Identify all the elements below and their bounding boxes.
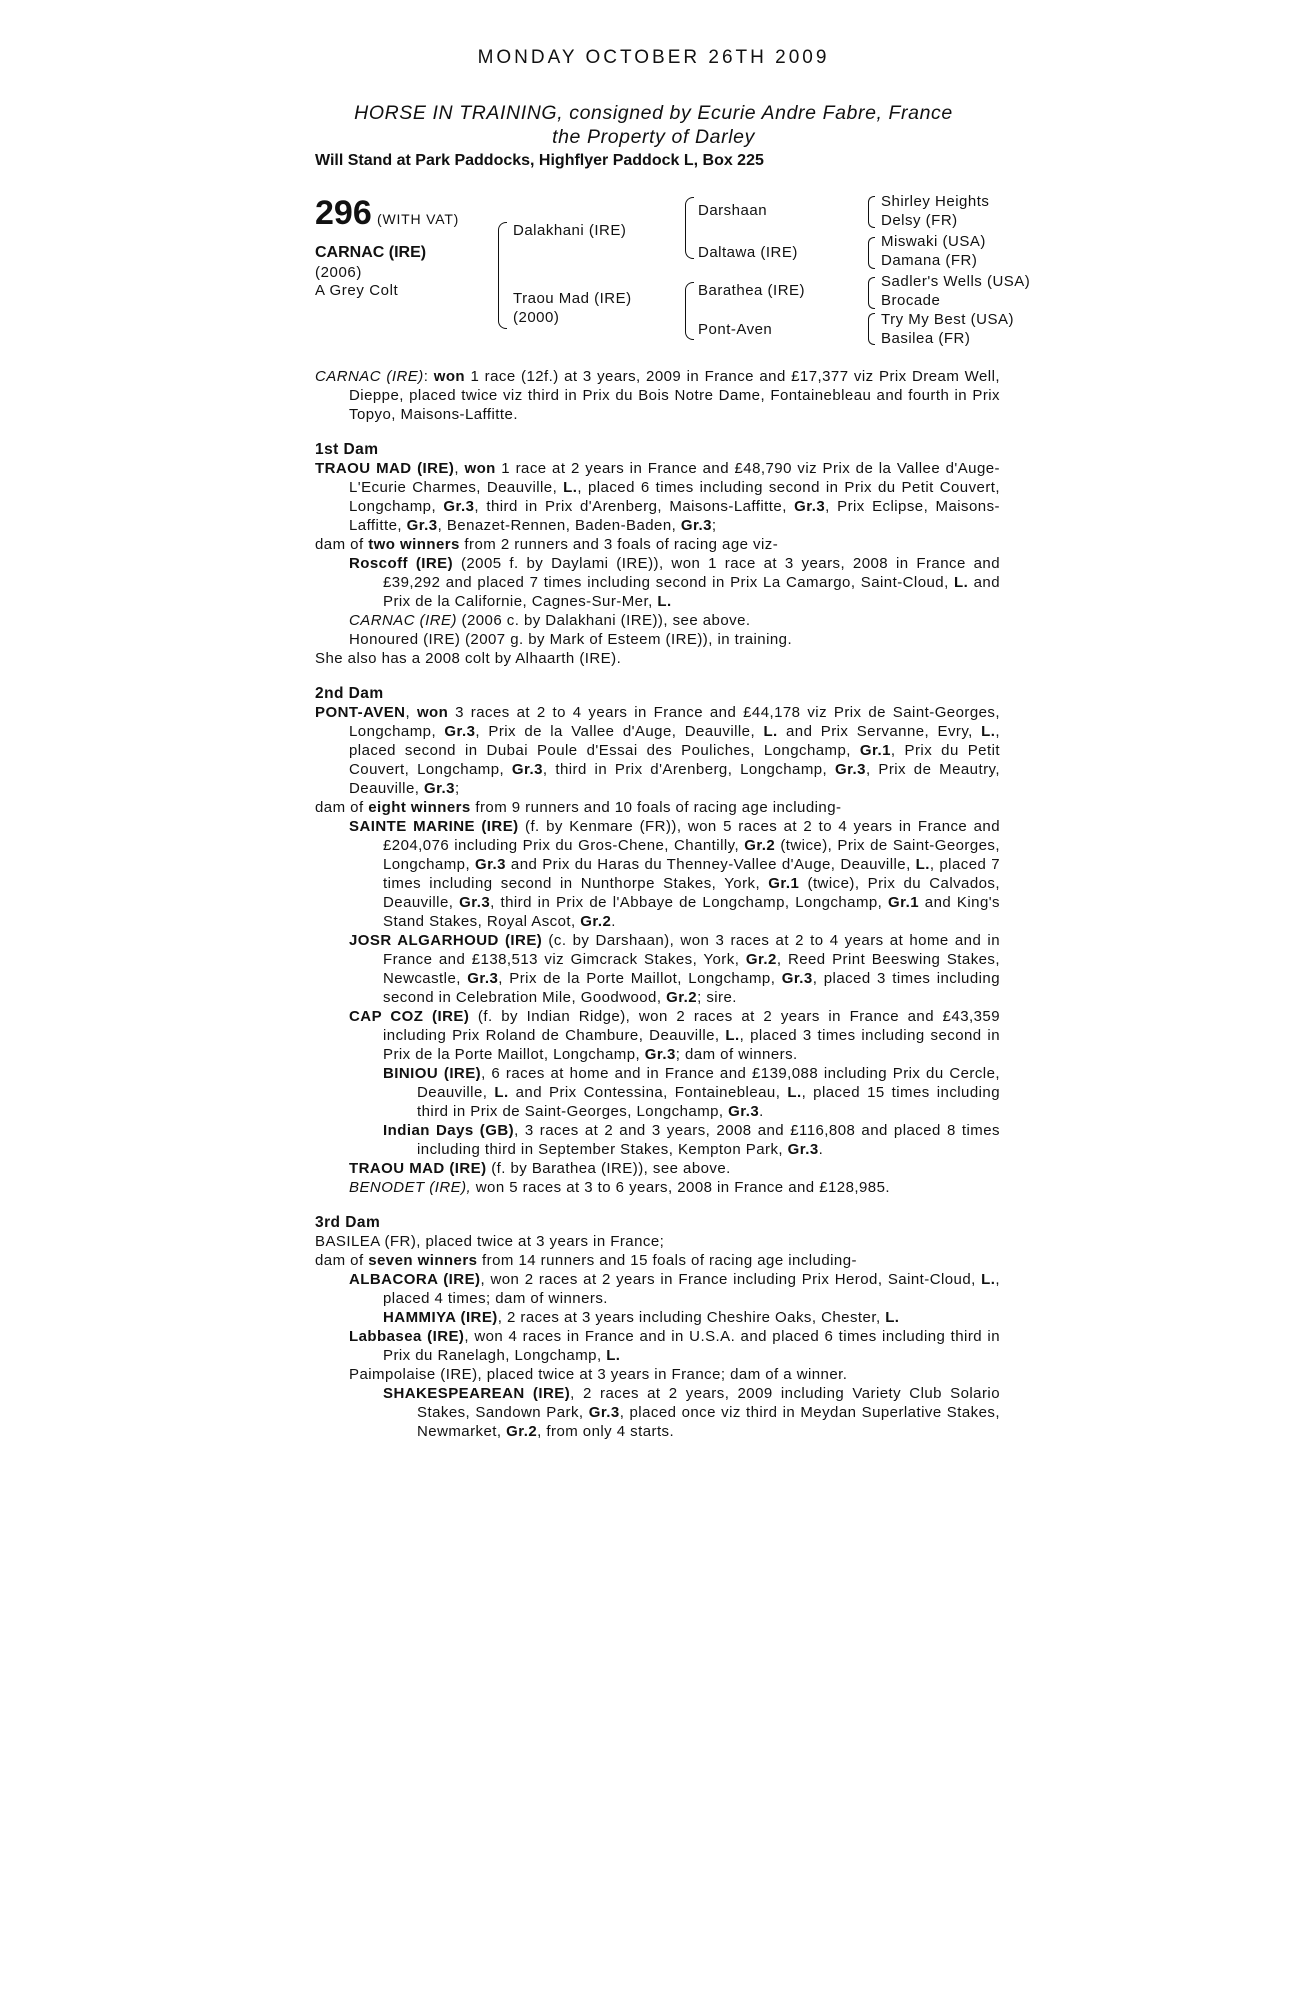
group-label: Gr.3 [834,761,866,778]
text: , placed 3 times including second in Prix de la Porte Maillot, Longchamp, [383,1027,1000,1063]
produce-name: BINIOU (IRE) [383,1065,482,1082]
third-dam-heading: 3rd Dam [315,1214,381,1231]
group-label: Gr.2 [580,913,612,930]
group-label: Gr.3 [511,761,543,778]
pedigree-g3: Miswaki (USA) [881,233,986,250]
horse-description: A Grey Colt [315,282,399,299]
text: , Prix du Petit Couvert, Longchamp, [349,742,1000,778]
text: from 9 runners and 10 foals of racing age including- [470,799,842,816]
pedigree-g5: Sadler's Wells (USA) [881,273,1031,290]
text: , Prix de la Porte Maillot, Longchamp, [498,970,782,987]
pedigree-sire: Dalakhani (IRE) [513,222,627,239]
pedigree-bracket [868,237,875,269]
listed-label: L. [981,1271,996,1288]
produce-name: TRAOU MAD (IRE) [349,1160,487,1177]
group-label: Gr.3 [459,894,491,911]
listed-label: L. [763,723,778,740]
text: (c. by Darshaan), won 3 races at 2 to 4 years at home and in France and £138,513 viz Gimcrack Stakes, York, [383,932,1000,968]
group-label: Gr.3 [444,723,476,740]
dam-name: TRAOU MAD (IRE) [315,460,455,477]
text: , third in Prix de l'Abbaye de Longchamp, Longchamp, [490,894,889,911]
group-label: Gr.3 [644,1046,676,1063]
produce-name: SHAKESPEAREAN (IRE) [383,1385,571,1402]
group-label: Gr.3 [787,1141,819,1158]
pedigree-g6: Brocade [881,292,941,309]
pedigree-g4: Damana (FR) [881,252,978,269]
text: , placed 3 times including second in Celebration Mile, Goodwood, [383,970,1000,1006]
text: . [759,1103,764,1120]
produce-name: ALBACORA (IRE) [349,1271,481,1288]
catalogue-body [315,367,1000,1441]
first-dam-paragraph: TRAOU MAD (IRE), won 1 race at 2 years in France and £48,790 viz Prix de la Vallee d'Auge-L'Ecurie Charmes, Deauville, L., placed 6 times including second in Prix du Petit Couvert, Longchamp, Gr.3, third in Prix d'Arenberg, Maisons-Laffitte, Gr.3, Prix Eclipse, Maisons-Laffitte, Gr.3, Benazet-Rennen, Baden-Baden, Gr.3; [315,460,1000,534]
text: dam of [315,1252,369,1269]
dam-name: PONT-AVEN [315,704,406,721]
pedigree-dam-year: (2000) [513,309,560,326]
pedigree-dam-sire: Barathea (IRE) [698,282,806,299]
pedigree-bracket [498,222,507,329]
won-label: won [464,460,496,477]
pedigree-sire-dam: Daltawa (IRE) [698,244,798,261]
text: , third in Prix d'Arenberg, Maisons-Laffitte, [474,498,795,515]
text: , placed once viz third in Meydan Superlative Stakes, Newmarket, [417,1404,1000,1440]
produce-entry [315,1007,1000,1064]
produce-name: CARNAC (IRE) [349,612,457,629]
listed-label: L. [657,593,672,610]
text: , Prix de Meautry, Deauville, [349,761,1000,797]
text: ; [711,517,717,534]
vat-note: (WITH VAT) [377,211,460,227]
produce-name: JOSR ALGARHOUD (IRE) [349,932,543,949]
pedigree-g1: Shirley Heights [881,193,990,210]
group-label: Gr.3 [781,970,813,987]
text: , placed 4 times; dam of winners. [383,1271,1000,1307]
text: Paimpolaise (IRE), placed twice at 3 years in France; dam of a winner. [349,1366,848,1383]
text: (f. by Barathea (IRE)), see above. [486,1160,731,1177]
text: from 14 runners and 15 foals of racing age including- [477,1252,857,1269]
text: , placed 6 times including second in Prix du Petit Couvert, Longchamp, [349,479,1000,515]
text: and Prix Servanne, Evry, [777,723,982,740]
text: and Prix du Haras du Thenney-Vallee d'Auge, Deauville, [505,856,916,873]
pedigree-bracket [868,277,875,309]
second-dam-heading: 2nd Dam [315,685,384,702]
also-note: She also has a 2008 colt by Alhaarth (IRE). [315,650,622,667]
pedigree-sire-sire: Darshaan [698,202,768,219]
winners-count: eight winners [368,799,471,816]
text: ; sire. [697,989,737,1006]
group-label: Gr.3 [443,498,475,515]
text: 1 race at 2 years in France and £48,790 viz Prix de la Vallee d'Auge-L'Ecurie Charmes, Deauville, [349,460,1000,496]
group-label: Gr.3 [467,970,499,987]
group-label: Gr.1 [888,894,920,911]
text: (twice), Prix de Saint-Georges, Longchamp, [383,837,1000,873]
horse-name-inline: CARNAC (IRE) [315,368,424,385]
text: and Prix Contessina, Fontainebleau, [508,1084,788,1101]
group-label: Gr.3 [588,1404,620,1421]
horse-name: CARNAC (IRE) [315,244,427,261]
produce-entry [315,817,1000,931]
produce-name: BENODET (IRE), [349,1179,472,1196]
group-label: Gr.3 [728,1103,760,1120]
produce-entry [315,1178,1000,1197]
text: , Prix de la Vallee d'Auge, Deauville, [475,723,764,740]
text: (2006 c. by Dalakhani (IRE)), see above. [456,612,751,629]
stand-line: Will Stand at Park Paddocks, Highflyer Paddock L, Box 225 [315,152,764,169]
pedigree-dam-dam: Pont-Aven [698,321,773,338]
listed-label: L. [954,574,969,591]
produce-name: Indian Days (GB) [383,1122,515,1139]
text: . [611,913,616,930]
listed-label: L. [563,479,578,496]
text: , Reed Print Beeswing Stakes, Newcastle, [383,951,1001,987]
text: from 2 runners and 3 foals of racing age viz- [459,536,779,553]
winners-count: two winners [368,536,460,553]
text: dam of [315,536,369,553]
produce-name: HAMMIYA (IRE) [383,1309,498,1326]
group-label: Gr.3 [423,780,455,797]
pedigree-g2: Delsy (FR) [881,212,958,229]
text: and Prix de la Californie, Cagnes-Sur-Mer, [383,574,1000,610]
text: won 5 races at 3 to 6 years, 2008 in France and £128,985. [471,1179,890,1196]
produce-entry [315,1121,1000,1159]
text: (f. by Indian Ridge), won 2 races at 2 years in France and £43,359 including Prix Roland de Chambure, Deauville, [383,1008,1000,1044]
pedigree-bracket [868,196,875,228]
text: , 3 races at 2 and 3 years, 2008 and £116,808 and placed 8 times including third in September Stakes, Kempton Park, [417,1122,1000,1158]
produce-name: SAINTE MARINE (IRE) [349,818,519,835]
group-label: Gr.2 [666,989,698,1006]
text: ; [454,780,460,797]
group-label: Gr.3 [680,517,712,534]
horse-year: (2006) [315,264,362,281]
first-dam-produce-summary [315,535,1000,554]
produce-entry [315,1064,1000,1121]
text: . [818,1141,824,1158]
text: , Benazet-Rennen, Baden-Baden, [437,517,681,534]
produce-name: Roscoff (IRE) [349,555,454,572]
listed-label: L. [725,1027,740,1044]
produce-entry [315,1270,1000,1308]
pedigree-bracket [685,282,694,340]
text: , placed 7 times including second in Nunthorpe Stakes, York, [383,856,1000,892]
pedigree-g7: Try My Best (USA) [881,311,1014,328]
text: (2005 f. by Daylami (IRE)), won 1 race at 3 years, 2008 in France and £39,292 and placed 7 times including second in Prix La Camargo, Saint-Cloud, [383,555,1000,591]
text: (twice), Prix du Calvados, Deauville, [383,875,1001,911]
produce-name: Labbasea (IRE) [349,1328,465,1345]
group-label: Gr.2 [744,837,776,854]
text: , placed 15 times including third in Prix de Saint-Georges, Longchamp, [417,1084,1001,1120]
produce-entry [315,1308,1000,1327]
text: and King's Stand Stakes, Royal Ascot, [383,894,1000,930]
group-label: Gr.2 [506,1423,538,1440]
text: , placed second in Dubai Poule d'Essai des Pouliches, Longchamp, [349,723,1000,759]
pedigree-g8: Basilea (FR) [881,330,971,347]
text: , won 4 races in France and in U.S.A. and placed 6 times including third in Prix du Ranelagh, Longchamp, [383,1328,1000,1364]
second-dam-produce-summary [315,798,1000,817]
text: , 2 races at 3 years including Cheshire Oaks, Chester, [497,1309,886,1326]
consignment-line: HORSE IN TRAINING, consigned by Ecurie Andre Fabre, France [354,102,953,124]
winners-count: seven winners [368,1252,478,1269]
listed-label: L. [606,1347,621,1364]
first-dam-heading: 1st Dam [315,441,379,458]
third-dam-intro: BASILEA (FR), placed twice at 3 years in France; [315,1233,665,1250]
text: , from only 4 starts. [537,1423,675,1440]
produce-name: CAP COZ (IRE) [349,1008,470,1025]
group-label: Gr.1 [768,875,800,892]
listed-label: L. [494,1084,509,1101]
group-label: Gr.3 [406,517,438,534]
text: Honoured (IRE) (2007 g. by Mark of Esteem (IRE)), in training. [349,631,793,648]
produce-entry [315,1365,1000,1384]
text: 3 races at 2 to 4 years in France and £44,178 viz Prix de Saint-Georges, Longchamp, [349,704,1000,740]
intro-text: 1 race (12f.) at 3 years, 2009 in France and £17,377 viz Prix Dream Well, Dieppe, placed twice viz third in Prix du Bois Notre Dame, Fontainebleau and fourth in Prix Topyo, Maisons-Laffitte. [349,368,1000,423]
property-line: the Property of Darley [552,126,755,148]
text: , won 2 races at 2 years in France including Prix Herod, Saint-Cloud, [480,1271,982,1288]
pedigree-bracket [685,197,694,259]
produce-entry [315,554,1000,611]
produce-entry [315,1327,1000,1365]
listed-label: L. [981,723,996,740]
text: dam of [315,799,369,816]
group-label: Gr.2 [745,951,777,968]
pedigree-bracket [868,313,875,345]
won-label: won [433,368,466,385]
sale-date: MONDAY OCTOBER 26TH 2009 [477,47,830,68]
lot-number: 296 [315,194,372,232]
third-dam-produce-summary [315,1251,1000,1270]
produce-entry [315,1159,1000,1178]
group-label: Gr.3 [474,856,506,873]
produce-entry [315,630,1000,649]
produce-entry [315,611,1000,630]
text: , third in Prix d'Arenberg, Longchamp, [542,761,835,778]
text: , Prix Eclipse, Maisons-Laffitte, [349,498,1000,534]
text: , 2 races at 2 years, 2009 including Variety Club Solario Stakes, Sandown Park, [417,1385,1000,1421]
won-label: won [416,704,449,721]
text: (f. by Kenmare (FR)), won 5 races at 2 to 4 years in France and £204,076 including Prix du Gros-Chene, Chantilly, [383,818,1000,854]
produce-entry [315,1384,1000,1441]
intro-paragraph: CARNAC (IRE): won 1 race (12f.) at 3 years, 2009 in France and £17,377 viz Prix Dream Well, Dieppe, placed twice viz third in Prix du Bois Notre Dame, Fontainebleau and fourth in Prix Topyo, Maisons-Laffitte. [315,368,1000,423]
listed-label: L. [885,1309,900,1326]
pedigree-dam: Traou Mad (IRE) [513,290,632,307]
listed-label: L. [787,1084,802,1101]
produce-entry [315,931,1000,1007]
group-label: Gr.3 [794,498,826,515]
text: ; dam of winners. [675,1046,798,1063]
text: , 6 races at home and in France and £139,088 including Prix du Cercle, Deauville, [417,1065,1000,1101]
group-label: Gr.1 [859,742,891,759]
second-dam-paragraph: PONT-AVEN, won 3 races at 2 to 4 years in France and £44,178 viz Prix de Saint-Georges, Longchamp, Gr.3, Prix de la Vallee d'Auge, Deauville, L. and Prix Servanne, Evry, L., placed second in Dubai Poule d'Essai des Pouliches, Longchamp, Gr.1, Prix du Petit Couvert, Longchamp, Gr.3, third in Prix d'Arenberg, Longchamp, Gr.3, Prix de Meautry, Deauville, Gr.3; [315,704,1000,797]
listed-label: L. [915,856,930,873]
